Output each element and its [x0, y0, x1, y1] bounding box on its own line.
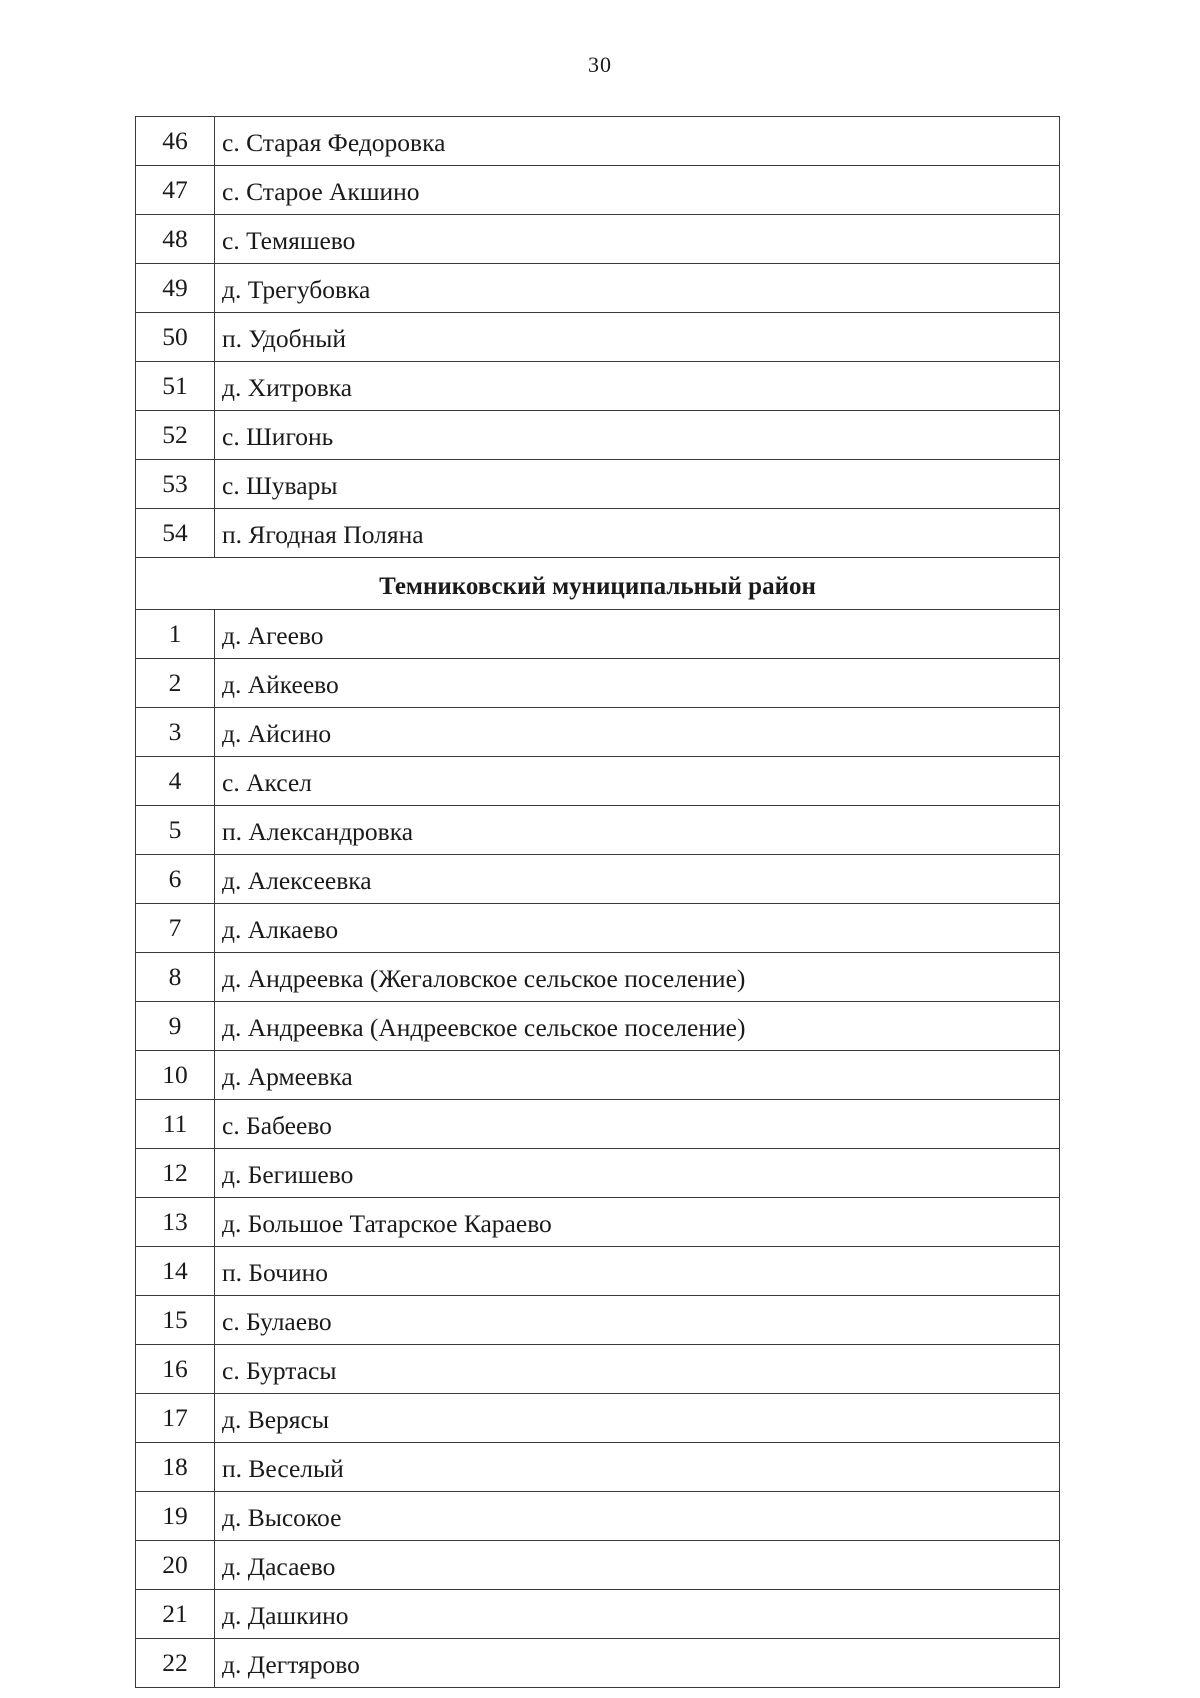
settlement-name: д. Андреевка (Андреевское сельское поселение): [215, 1002, 1060, 1051]
row-number: 47: [136, 166, 215, 215]
row-number: 1: [136, 610, 215, 659]
settlements-table-container: [135, 116, 1060, 1688]
settlement-name: д. Трегубовка: [215, 264, 1060, 313]
table-row: [136, 313, 1060, 362]
table-row: [136, 1247, 1060, 1296]
table-row: [136, 411, 1060, 460]
settlement-name: д. Высокое: [215, 1492, 1060, 1541]
table-row: [136, 806, 1060, 855]
table-row: [136, 509, 1060, 558]
settlement-name: с. Аксел: [215, 757, 1060, 806]
table-row: [136, 855, 1060, 904]
row-number: 53: [136, 460, 215, 509]
settlement-name: с. Булаево: [215, 1296, 1060, 1345]
table-row: [136, 1296, 1060, 1345]
row-number: 50: [136, 313, 215, 362]
settlement-name: с. Старое Акшино: [215, 166, 1060, 215]
table-row: [136, 659, 1060, 708]
settlement-name: д. Дегтярово: [215, 1639, 1060, 1688]
settlement-name: с. Шувары: [215, 460, 1060, 509]
page-number: 30: [588, 52, 612, 77]
table-row: [136, 264, 1060, 313]
settlement-name: п. Александровка: [215, 806, 1060, 855]
settlement-name: д. Алексеевка: [215, 855, 1060, 904]
settlement-name: д. Алкаево: [215, 904, 1060, 953]
settlements-table-body: [136, 117, 1060, 1688]
row-number: 54: [136, 509, 215, 558]
row-number: 15: [136, 1296, 215, 1345]
table-row: [136, 953, 1060, 1002]
row-number: 16: [136, 1345, 215, 1394]
settlement-name: п. Бочино: [215, 1247, 1060, 1296]
settlement-name: д. Айкеево: [215, 659, 1060, 708]
row-number: 2: [136, 659, 215, 708]
table-row: [136, 166, 1060, 215]
row-number: 6: [136, 855, 215, 904]
row-number: 5: [136, 806, 215, 855]
row-number: 21: [136, 1590, 215, 1639]
row-number: 10: [136, 1051, 215, 1100]
table-row: [136, 1443, 1060, 1492]
table-row: [136, 1100, 1060, 1149]
table-row: [136, 1492, 1060, 1541]
settlement-name: с. Буртасы: [215, 1345, 1060, 1394]
row-number: 18: [136, 1443, 215, 1492]
table-row: [136, 1394, 1060, 1443]
table-row: [136, 460, 1060, 509]
table-row: [136, 708, 1060, 757]
table-row: [136, 215, 1060, 264]
row-number: 9: [136, 1002, 215, 1051]
section-header-row: [136, 558, 1060, 610]
row-number: 51: [136, 362, 215, 411]
settlement-name: д. Хитровка: [215, 362, 1060, 411]
settlement-name: д. Армеевка: [215, 1051, 1060, 1100]
settlement-name: д. Агеево: [215, 610, 1060, 659]
settlement-name: д. Андреевка (Жегаловское сельское поселение): [215, 953, 1060, 1002]
table-row: [136, 1002, 1060, 1051]
row-number: 20: [136, 1541, 215, 1590]
table-row: [136, 610, 1060, 659]
row-number: 49: [136, 264, 215, 313]
settlement-name: д. Айсино: [215, 708, 1060, 757]
row-number: 4: [136, 757, 215, 806]
section-title: Темниковский муниципальный район: [136, 558, 1060, 610]
table-row: [136, 1541, 1060, 1590]
table-row: [136, 1198, 1060, 1247]
row-number: 46: [136, 117, 215, 166]
settlement-name: п. Ягодная Поляна: [215, 509, 1060, 558]
row-number: 52: [136, 411, 215, 460]
table-row: [136, 362, 1060, 411]
row-number: 22: [136, 1639, 215, 1688]
table-row: [136, 1345, 1060, 1394]
row-number: 17: [136, 1394, 215, 1443]
row-number: 8: [136, 953, 215, 1002]
settlement-name: с. Бабеево: [215, 1100, 1060, 1149]
settlement-name: д. Верясы: [215, 1394, 1060, 1443]
settlement-name: с. Шигонь: [215, 411, 1060, 460]
table-row: [136, 757, 1060, 806]
table-row: [136, 1639, 1060, 1688]
table-row: [136, 117, 1060, 166]
row-number: 12: [136, 1149, 215, 1198]
table-row: [136, 1051, 1060, 1100]
row-number: 3: [136, 708, 215, 757]
settlement-name: д. Дасаево: [215, 1541, 1060, 1590]
row-number: 19: [136, 1492, 215, 1541]
table-row: [136, 1149, 1060, 1198]
settlement-name: д. Бегишево: [215, 1149, 1060, 1198]
row-number: 11: [136, 1100, 215, 1149]
settlement-name: с. Старая Федоровка: [215, 117, 1060, 166]
settlement-name: с. Темяшево: [215, 215, 1060, 264]
table-row: [136, 904, 1060, 953]
settlement-name: п. Веселый: [215, 1443, 1060, 1492]
row-number: 7: [136, 904, 215, 953]
row-number: 14: [136, 1247, 215, 1296]
row-number: 13: [136, 1198, 215, 1247]
row-number: 48: [136, 215, 215, 264]
settlement-name: д. Большое Татарское Караево: [215, 1198, 1060, 1247]
table-row: [136, 1590, 1060, 1639]
settlement-name: п. Удобный: [215, 313, 1060, 362]
settlements-table: [135, 116, 1060, 1688]
settlement-name: д. Дашкино: [215, 1590, 1060, 1639]
